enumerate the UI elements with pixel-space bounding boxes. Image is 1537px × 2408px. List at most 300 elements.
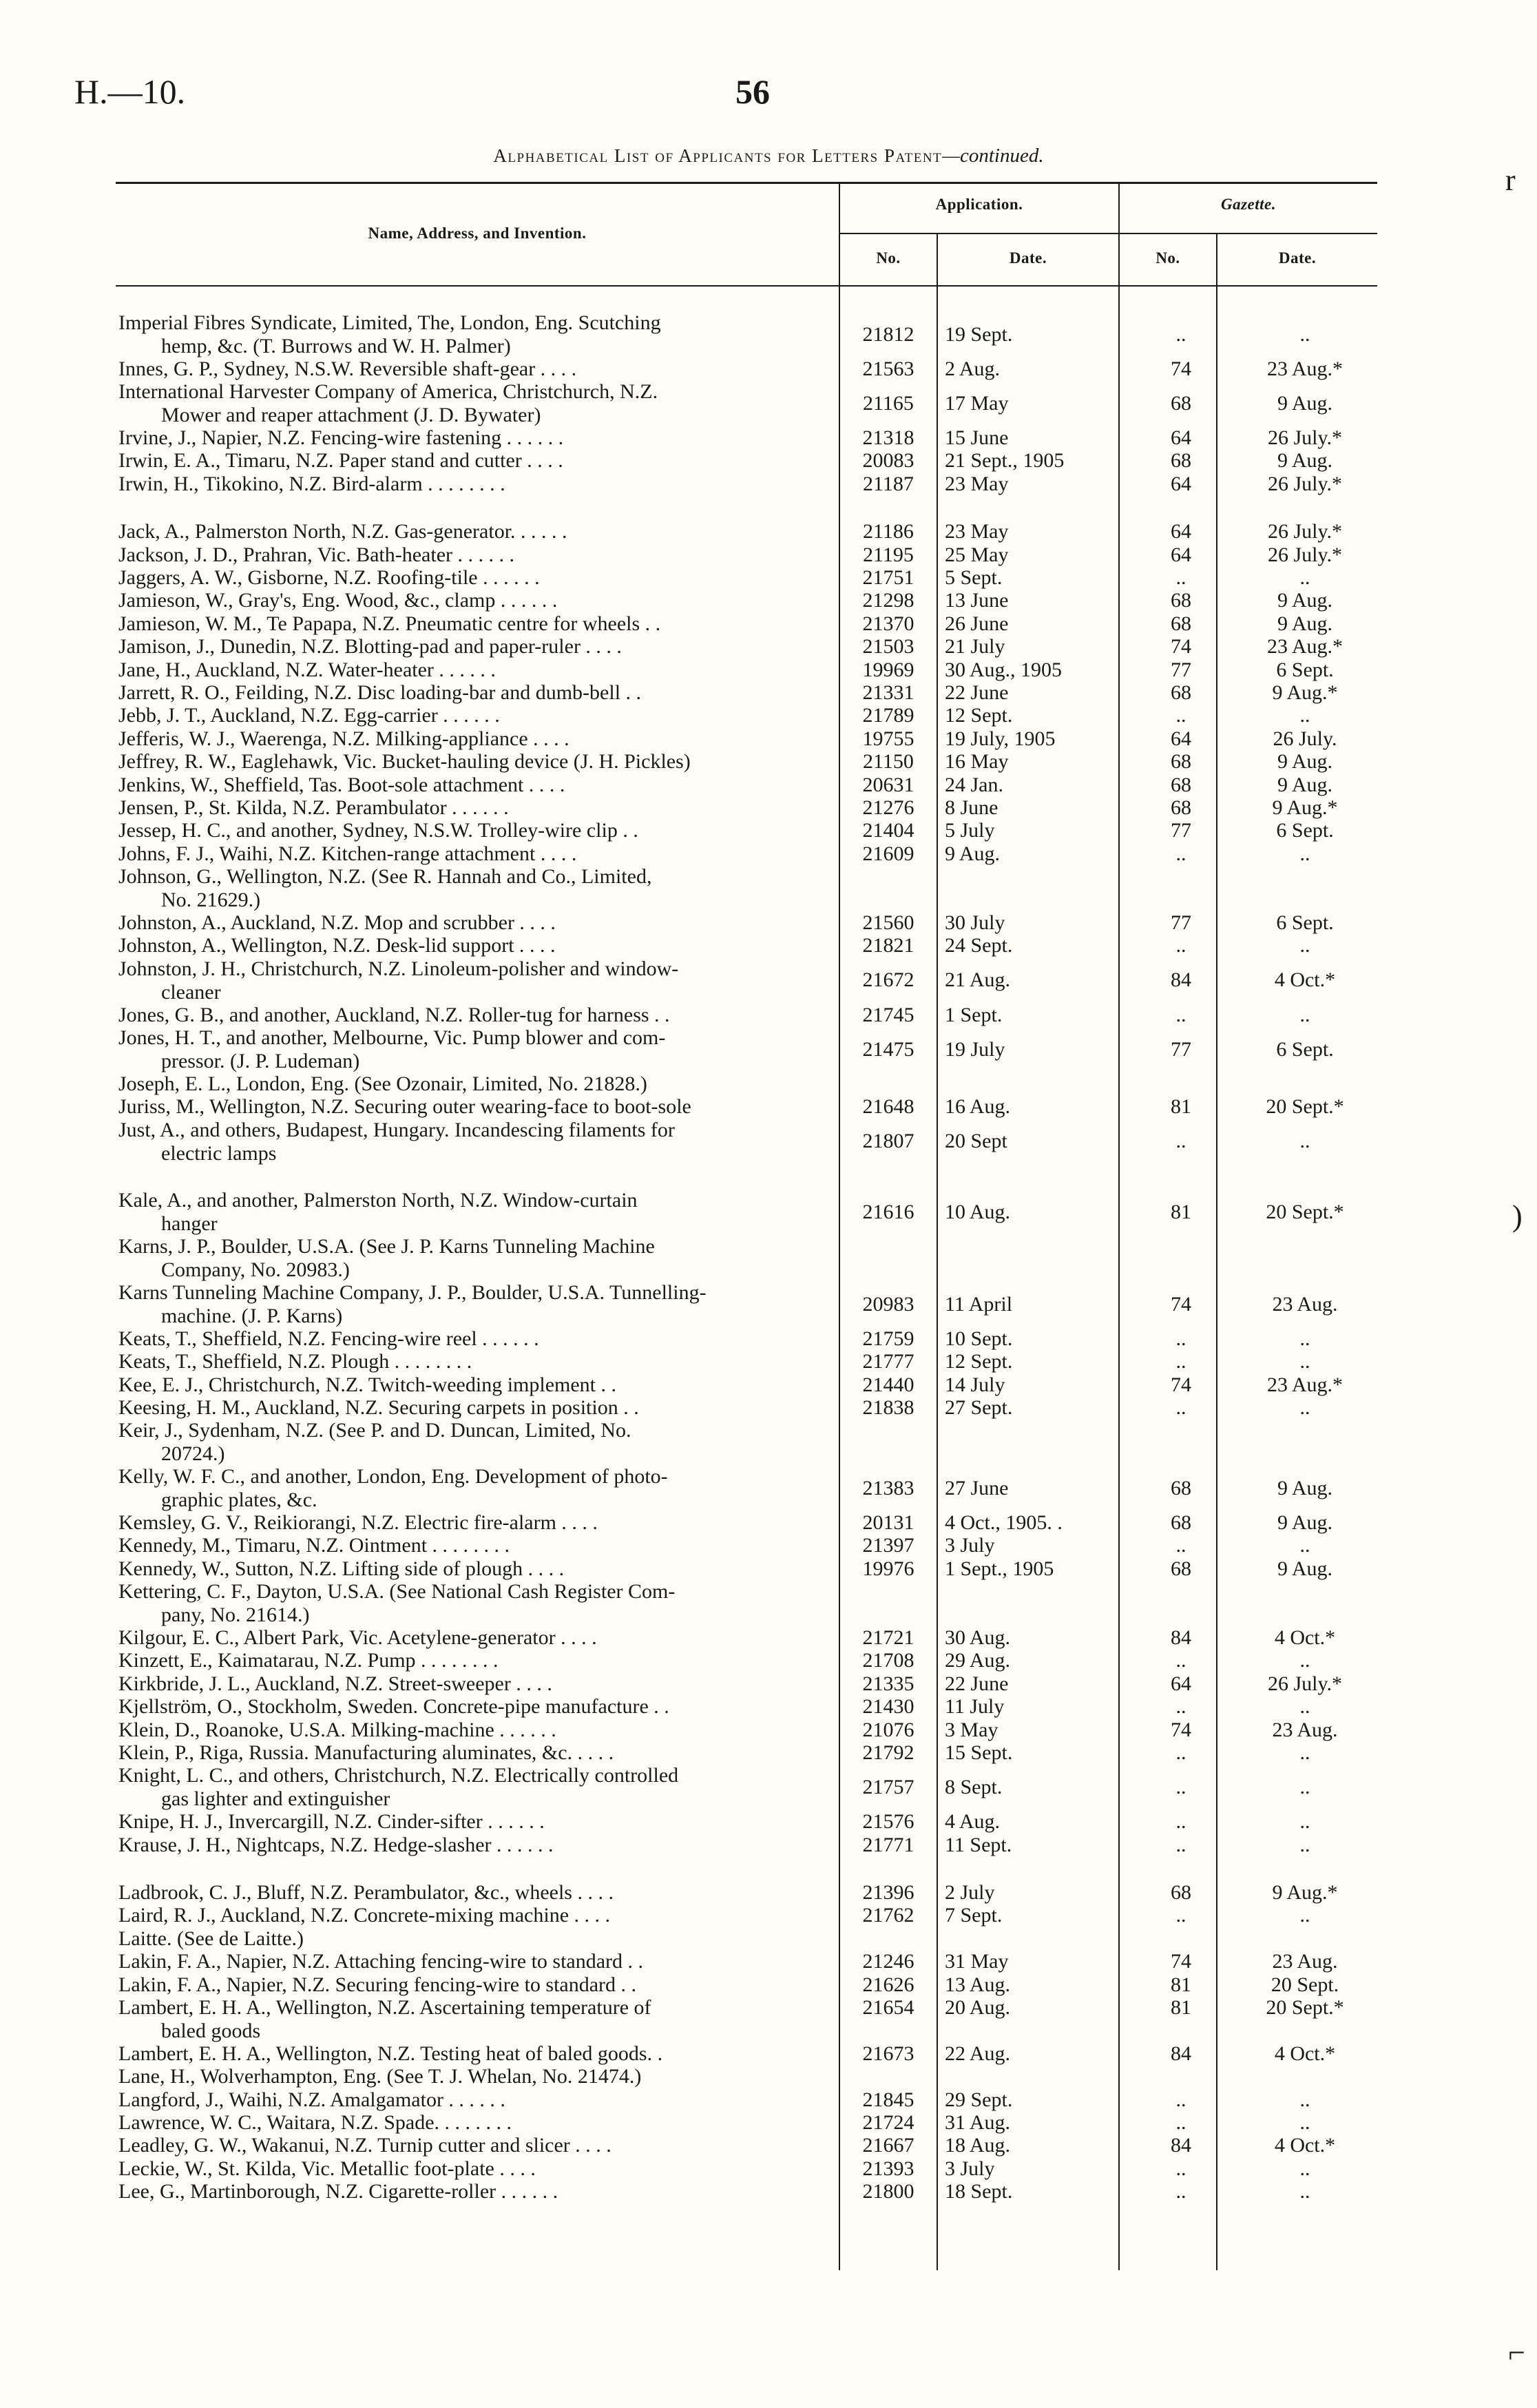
app-number: 21838 bbox=[862, 1396, 914, 1419]
app-number: 21762 bbox=[862, 1904, 914, 1927]
app-date: 16 May bbox=[945, 750, 1009, 774]
applicant-name: Kettering, C. F., Dayton, U.S.A. (See National Cash Register Com- bbox=[118, 1580, 676, 1603]
app-date: 11 April bbox=[945, 1292, 1013, 1316]
applicant-name: Kale, A., and another, Palmerston North, N.Z. Window-curtain bbox=[118, 1189, 638, 1212]
applicant-name: Irwin, E. A., Timaru, N.Z. Paper stand and cutter . . . . bbox=[118, 449, 563, 473]
gazette-number: 68 bbox=[1171, 750, 1191, 774]
applicant-entry bbox=[118, 796, 821, 820]
app-date: 7 Sept. bbox=[945, 1904, 1003, 1927]
app-number: 21430 bbox=[862, 1695, 914, 1719]
gazette-date: 9 Aug. bbox=[1277, 1476, 1332, 1499]
app-date: 29 Aug. bbox=[945, 1649, 1011, 1672]
applicant-name-continued: electric lamps bbox=[161, 1141, 277, 1165]
applicant-entry bbox=[118, 911, 821, 935]
gazette-number: 68 bbox=[1171, 1557, 1191, 1580]
applicant-name: Lakin, F. A., Napier, N.Z. Attaching fencing-wire to standard . . bbox=[118, 1950, 644, 1973]
gazette-number: 68 bbox=[1171, 796, 1191, 819]
margin-mark-top: r bbox=[1505, 163, 1516, 197]
gazette-date: 23 Aug.* bbox=[1266, 635, 1343, 658]
gazette-number: .. bbox=[1175, 704, 1186, 727]
gazette-date: 20 Sept.* bbox=[1266, 1201, 1344, 1224]
gazette-number: 68 bbox=[1171, 589, 1191, 612]
gazette-number: .. bbox=[1175, 1695, 1186, 1719]
applicant-name: Knight, L. C., and others, Christchurch, N.Z. Electrically controlled bbox=[118, 1764, 679, 1787]
applicant-entry bbox=[118, 1881, 821, 1904]
gazette-number: 68 bbox=[1171, 1476, 1191, 1499]
gazette-number: 77 bbox=[1171, 911, 1191, 934]
applicant-name-continued: gas lighter and extinguisher bbox=[161, 1787, 390, 1811]
gazette-date: .. bbox=[1299, 842, 1310, 865]
applicant-name: Keesing, H. M., Auckland, N.Z. Securing carpets in position . . bbox=[118, 1396, 639, 1419]
applicant-entry bbox=[118, 1534, 821, 1557]
gazette-number: 64 bbox=[1171, 472, 1191, 495]
gazette-number: .. bbox=[1175, 2088, 1186, 2111]
app-number: 21383 bbox=[862, 1476, 914, 1499]
gazette-number: 64 bbox=[1171, 426, 1191, 449]
app-number: 21648 bbox=[862, 1095, 914, 1119]
gazette-date: 9 Aug.* bbox=[1272, 1881, 1338, 1904]
applicant-entry bbox=[118, 1904, 821, 1927]
app-number: 21335 bbox=[862, 1672, 914, 1695]
gazette-date: .. bbox=[1299, 566, 1310, 589]
gazette-date: 20 Sept.* bbox=[1266, 1996, 1344, 2019]
applicant-name: Johns, F. J., Waihi, N.Z. Kitchen-range attachment . . . . bbox=[118, 842, 577, 865]
gazette-number: .. bbox=[1175, 1396, 1186, 1419]
app-date: 8 June bbox=[945, 796, 998, 819]
applicant-entry bbox=[118, 1649, 821, 1672]
applicant-entry bbox=[118, 704, 821, 727]
applicant-entry bbox=[118, 1764, 821, 1811]
gazette-number: 74 bbox=[1171, 1718, 1191, 1741]
app-number: 21560 bbox=[862, 911, 914, 934]
app-number: 21276 bbox=[862, 796, 914, 819]
applicant-entry bbox=[118, 750, 821, 774]
applicant-name: Kee, E. J., Christchurch, N.Z. Twitch-weeding implement . . bbox=[118, 1373, 617, 1396]
app-number: 21673 bbox=[862, 2042, 914, 2065]
app-date: 21 Sept., 1905 bbox=[945, 449, 1065, 473]
gazette-date: 9 Aug. bbox=[1277, 589, 1332, 612]
app-number: 21821 bbox=[862, 934, 914, 957]
gazette-date: .. bbox=[1299, 1396, 1310, 1419]
app-date: 26 June bbox=[945, 612, 1009, 635]
applicant-name: Juriss, M., Wellington, N.Z. Securing outer wearing-face to boot-sole bbox=[118, 1095, 691, 1119]
applicant-entry bbox=[118, 1373, 821, 1397]
gazette-number: 64 bbox=[1171, 1672, 1191, 1695]
gazette-date: .. bbox=[1299, 1327, 1310, 1350]
gazette-date: 26 July. bbox=[1273, 727, 1337, 750]
gazette-number: 77 bbox=[1171, 819, 1191, 842]
gazette-number: 68 bbox=[1171, 449, 1191, 473]
applicant-entry bbox=[118, 357, 821, 381]
app-number: 19969 bbox=[862, 658, 914, 681]
gazette-number: .. bbox=[1175, 2111, 1186, 2134]
gazette-number: .. bbox=[1175, 934, 1186, 957]
app-date: 31 May bbox=[945, 1950, 1009, 1973]
gazette-date: .. bbox=[1299, 934, 1310, 957]
applicant-name-continued: cleaner bbox=[161, 980, 221, 1004]
applicant-name: Ladbrook, C. J., Bluff, N.Z. Perambulator, &c., wheels . . . . bbox=[118, 1881, 614, 1904]
applicant-entry bbox=[118, 727, 821, 751]
applicant-name: Johnson, G., Wellington, N.Z. (See R. Hannah and Co., Limited, bbox=[118, 865, 652, 889]
title-main: Alphabetical List of Applicants for Letters Patent bbox=[493, 145, 943, 166]
applicant-entry bbox=[118, 380, 821, 427]
gazette-date: 4 Oct.* bbox=[1274, 2042, 1336, 2065]
gazette-date: 9 Aug. bbox=[1277, 773, 1332, 796]
applicant-name: Leadley, G. W., Wakanui, N.Z. Turnip cutter and slicer . . . . bbox=[118, 2134, 611, 2157]
app-date: 10 Aug. bbox=[945, 1201, 1011, 1224]
gazette-date: 9 Aug. bbox=[1277, 612, 1332, 635]
applicant-name: Jamison, J., Dunedin, N.Z. Blotting-pad and paper-ruler . . . . bbox=[118, 635, 622, 658]
page-series-label: H.—10. bbox=[74, 72, 186, 111]
applicant-name: Just, A., and others, Budapest, Hungary. Incandescing filaments for bbox=[118, 1118, 675, 1141]
app-date: 31 Aug. bbox=[945, 2111, 1011, 2134]
applicant-name: Irvine, J., Napier, N.Z. Fencing-wire fastening . . . . . . bbox=[118, 426, 564, 449]
app-date: 14 July bbox=[945, 1373, 1005, 1396]
app-date: 24 Sept. bbox=[945, 934, 1013, 957]
app-number: 21845 bbox=[862, 2088, 914, 2111]
applicant-name: Langford, J., Waihi, N.Z. Amalgamator . . . . . . bbox=[118, 2088, 505, 2111]
applicant-name: Kemsley, G. V., Reikiorangi, N.Z. Electric fire-alarm . . . . bbox=[118, 1511, 598, 1534]
column-header-gaz-no: No. bbox=[1156, 249, 1180, 267]
app-date: 30 Aug. bbox=[945, 1626, 1011, 1649]
gazette-number: .. bbox=[1175, 1833, 1186, 1856]
applicant-name: Kennedy, W., Sutton, N.Z. Lifting side of plough . . . . bbox=[118, 1557, 565, 1580]
gazette-number: .. bbox=[1175, 1776, 1186, 1799]
gazette-number: 84 bbox=[1171, 2042, 1191, 2065]
applicant-entry bbox=[118, 1927, 821, 1951]
applicant-name-continued: 20724.) bbox=[161, 1442, 225, 1466]
applicant-entry bbox=[118, 2180, 821, 2203]
app-date: 23 May bbox=[945, 520, 1009, 543]
applicant-entry bbox=[118, 1810, 821, 1834]
applicant-name: Kilgour, E. C., Albert Park, Vic. Acetylene-generator . . . . bbox=[118, 1626, 597, 1649]
gazette-number: 68 bbox=[1171, 681, 1191, 704]
app-date: 13 June bbox=[945, 589, 1009, 612]
app-date: 20 Sept bbox=[945, 1130, 1007, 1153]
applicant-entry bbox=[118, 1072, 821, 1096]
app-number: 21404 bbox=[862, 819, 914, 842]
gazette-date: 23 Aug.* bbox=[1266, 1373, 1343, 1396]
app-date: 11 Sept. bbox=[945, 1833, 1012, 1856]
applicant-name: Keats, T., Sheffield, N.Z. Fencing-wire reel . . . . . . bbox=[118, 1327, 539, 1350]
applicant-entry bbox=[118, 566, 821, 590]
app-number: 21246 bbox=[862, 1950, 914, 1973]
applicant-entry bbox=[118, 1996, 821, 2043]
applicant-name: Johnston, A., Auckland, N.Z. Mop and scrubber . . . . bbox=[118, 911, 556, 934]
app-number: 21751 bbox=[862, 566, 914, 589]
gazette-number: .. bbox=[1175, 2157, 1186, 2180]
applicant-name: Lawrence, W. C., Waitara, N.Z. Spade. . . . . . . . bbox=[118, 2111, 512, 2134]
margin-mark-bottom: ⌐ bbox=[1508, 2336, 1525, 2369]
gazette-date: .. bbox=[1299, 2111, 1310, 2134]
app-number: 21076 bbox=[862, 1718, 914, 1741]
applicant-entry bbox=[118, 1327, 821, 1351]
app-date: 27 June bbox=[945, 1476, 1009, 1499]
gazette-number: 68 bbox=[1171, 612, 1191, 635]
applicant-entry bbox=[118, 1834, 821, 1857]
gazette-number: 81 bbox=[1171, 1095, 1191, 1119]
app-date: 29 Sept. bbox=[945, 2088, 1013, 2111]
applicant-name: Jaggers, A. W., Gisborne, N.Z. Roofing-tile . . . . . . bbox=[118, 566, 540, 589]
app-date: 12 Sept. bbox=[945, 1350, 1013, 1373]
app-date: 5 Sept. bbox=[945, 566, 1003, 589]
gazette-date: 26 July.* bbox=[1267, 472, 1343, 495]
applicant-name: Karns, J. P., Boulder, U.S.A. (See J. P. Karns Tunneling Machine bbox=[118, 1235, 655, 1258]
gazette-number: .. bbox=[1175, 2180, 1186, 2203]
applicant-name-continued: Mower and reaper attachment (J. D. Bywater) bbox=[161, 404, 541, 427]
applicant-name-continued: hemp, &c. (T. Burrows and W. H. Palmer) bbox=[161, 335, 511, 357]
applicant-entry bbox=[118, 1719, 821, 1742]
applicant-name: Jane, H., Auckland, N.Z. Water-heater . . . . . . bbox=[118, 658, 496, 681]
app-number: 21757 bbox=[862, 1776, 914, 1799]
app-date: 22 Aug. bbox=[945, 2042, 1011, 2065]
gazette-date: .. bbox=[1299, 1904, 1310, 1927]
applicant-name: Imperial Fibres Syndicate, Limited, The, London, Eng. Scutching bbox=[118, 311, 661, 334]
app-number: 21396 bbox=[862, 1881, 914, 1904]
app-date: 30 July bbox=[945, 911, 1005, 934]
app-date: 15 Sept. bbox=[945, 1741, 1013, 1764]
gazette-date: 9 Aug. bbox=[1277, 1557, 1332, 1580]
applicant-name-continued: Company, No. 20983.) bbox=[161, 1258, 350, 1282]
applicant-name: Johnston, A., Wellington, N.Z. Desk-lid support . . . . bbox=[118, 934, 556, 957]
app-number: 21475 bbox=[862, 1037, 914, 1061]
gazette-date: .. bbox=[1299, 2157, 1310, 2180]
app-date: 3 July bbox=[945, 2157, 995, 2180]
applicant-entry bbox=[118, 2042, 821, 2066]
app-date: 21 Aug. bbox=[945, 968, 1011, 992]
gazette-date: 26 July.* bbox=[1267, 1672, 1343, 1695]
gazette-number: .. bbox=[1175, 322, 1186, 346]
app-number: 20631 bbox=[862, 773, 914, 796]
applicant-name: Laird, R. J., Auckland, N.Z. Concrete-mixing machine . . . . bbox=[118, 1904, 611, 1927]
app-number: 21800 bbox=[862, 2180, 914, 2203]
gazette-date: 4 Oct.* bbox=[1274, 2134, 1336, 2157]
gazette-date: 9 Aug. bbox=[1277, 391, 1332, 415]
applicant-entry bbox=[118, 589, 821, 612]
app-date: 11 July bbox=[945, 1695, 1005, 1719]
app-number: 21397 bbox=[862, 1534, 914, 1557]
applicant-name: Jones, H. T., and another, Melbourne, Vic. Pump blower and com- bbox=[118, 1026, 666, 1049]
gazette-date: .. bbox=[1299, 1776, 1310, 1799]
applicant-entry bbox=[118, 1511, 821, 1535]
applicant-name: Jensen, P., St. Kilda, N.Z. Perambulator . . . . . . bbox=[118, 796, 509, 819]
app-date: 10 Sept. bbox=[945, 1327, 1013, 1350]
applicant-name: Jeffrey, R. W., Eaglehawk, Vic. Bucket-hauling device (J. H. Pickles) bbox=[118, 750, 691, 774]
applicant-entry bbox=[118, 1396, 821, 1420]
applicant-entry bbox=[118, 426, 821, 450]
applicant-entry bbox=[118, 1465, 821, 1512]
gazette-number: 68 bbox=[1171, 1511, 1191, 1534]
column-header-gazette: Gazette. bbox=[1220, 196, 1276, 213]
app-number: 21298 bbox=[862, 589, 914, 612]
applicant-entry bbox=[118, 1419, 821, 1466]
gazette-date: 9 Aug. bbox=[1277, 449, 1332, 473]
app-date: 22 June bbox=[945, 1672, 1009, 1695]
app-date: 18 Sept. bbox=[945, 2180, 1013, 2203]
applicant-name: Kennedy, M., Timaru, N.Z. Ointment . . . . . . . . bbox=[118, 1534, 510, 1557]
gazette-number: 64 bbox=[1171, 727, 1191, 750]
applicant-entry bbox=[118, 865, 821, 912]
gazette-date: 9 Aug. bbox=[1277, 750, 1332, 774]
applicant-entry bbox=[118, 681, 821, 705]
applicant-entry bbox=[118, 1350, 821, 1373]
applicant-name: Laitte. (See de Laitte.) bbox=[118, 1927, 304, 1950]
gazette-date: .. bbox=[1299, 1741, 1310, 1764]
app-date: 19 Sept. bbox=[945, 322, 1013, 346]
app-number: 20983 bbox=[862, 1292, 914, 1316]
gazette-number: .. bbox=[1175, 566, 1186, 589]
gazette-number: 77 bbox=[1171, 658, 1191, 681]
applicant-name: Jessep, H. C., and another, Sydney, N.S.W. Trolley-wire clip . . bbox=[118, 819, 638, 842]
applicant-entry bbox=[118, 819, 821, 842]
app-date: 16 Aug. bbox=[945, 1095, 1011, 1119]
title-suffix: —continued. bbox=[942, 145, 1044, 167]
gazette-number: .. bbox=[1175, 1003, 1186, 1026]
applicant-entry bbox=[118, 520, 821, 543]
app-number: 20083 bbox=[862, 449, 914, 473]
app-number: 21812 bbox=[862, 322, 914, 346]
gazette-number: .. bbox=[1175, 1741, 1186, 1764]
applicant-name: Irwin, H., Tikokino, N.Z. Bird-alarm . . . . . . . . bbox=[118, 472, 505, 495]
app-number: 21626 bbox=[862, 1973, 914, 1996]
applicant-name-continued: machine. (J. P. Karns) bbox=[161, 1305, 343, 1327]
applicant-name: Kelly, W. F. C., and another, London, Eng. Development of photo- bbox=[118, 1465, 668, 1488]
column-header-app-date: Date. bbox=[1009, 249, 1047, 267]
gazette-number: .. bbox=[1175, 1130, 1186, 1153]
applicant-entry bbox=[118, 1580, 821, 1627]
gazette-date: 20 Sept. bbox=[1271, 1973, 1339, 1996]
gazette-date: .. bbox=[1299, 1350, 1310, 1373]
applicant-name: Lee, G., Martinborough, N.Z. Cigarette-roller . . . . . . bbox=[118, 2180, 558, 2203]
app-date: 5 July bbox=[945, 819, 995, 842]
app-number: 21745 bbox=[862, 1003, 914, 1026]
applicant-name: Jenkins, W., Sheffield, Tas. Boot-sole attachment . . . . bbox=[118, 773, 565, 796]
applicant-entry bbox=[118, 311, 821, 358]
applicant-entry bbox=[118, 1281, 821, 1328]
gazette-date: .. bbox=[1299, 1833, 1310, 1856]
app-number: 21150 bbox=[863, 750, 914, 774]
applicant-name: Joseph, E. L., London, Eng. (See Ozonair, Limited, No. 21828.) bbox=[118, 1072, 647, 1095]
gazette-number: .. bbox=[1175, 1810, 1186, 1834]
app-date: 9 Aug. bbox=[945, 842, 1001, 865]
app-date: 3 May bbox=[945, 1718, 998, 1741]
app-number: 21576 bbox=[862, 1810, 914, 1834]
margin-mark-middle: ) bbox=[1512, 1199, 1523, 1233]
column-header-name: Name, Address, and Invention. bbox=[368, 225, 587, 242]
applicant-name: Lane, H., Wolverhampton, Eng. (See T. J. Whelan, No. 21474.) bbox=[118, 2065, 642, 2088]
app-date: 2 Aug. bbox=[945, 357, 1001, 380]
app-number: 21771 bbox=[862, 1833, 914, 1856]
applicant-entry bbox=[118, 1026, 821, 1073]
app-date: 19 July, 1905 bbox=[945, 727, 1056, 750]
applicant-entry bbox=[118, 1189, 821, 1236]
applicant-entry bbox=[118, 1950, 821, 1973]
applicant-name: Jebb, J. T., Auckland, N.Z. Egg-carrier . . . . . . bbox=[118, 704, 500, 727]
applicant-name: International Harvester Company of America, Christchurch, N.Z. bbox=[118, 380, 658, 404]
applicant-entry bbox=[118, 934, 821, 957]
applicant-name-continued: baled goods bbox=[161, 2020, 261, 2042]
app-number: 21708 bbox=[862, 1649, 914, 1672]
applicant-name-continued: hanger bbox=[161, 1212, 218, 1236]
applicant-name: Klein, D., Roanoke, U.S.A. Milking-machine . . . . . . bbox=[118, 1718, 556, 1741]
applicant-entry bbox=[118, 2088, 821, 2112]
gazette-date: 26 July.* bbox=[1267, 426, 1343, 449]
applicant-entry bbox=[118, 957, 821, 1004]
applicant-name: Keats, T., Sheffield, N.Z. Plough . . . . . . . . bbox=[118, 1350, 472, 1373]
app-number: 21667 bbox=[862, 2134, 914, 2157]
applicant-name: Jefferis, W. J., Waerenga, N.Z. Milking-appliance . . . . bbox=[118, 727, 569, 750]
app-date: 18 Aug. bbox=[945, 2134, 1011, 2157]
gazette-number: .. bbox=[1175, 1904, 1186, 1927]
applicant-name: Knipe, H. J., Invercargill, N.Z. Cinder-sifter . . . . . . bbox=[118, 1810, 545, 1834]
applicant-entry bbox=[118, 1557, 821, 1581]
app-number: 21195 bbox=[863, 543, 914, 566]
app-date: 21 July bbox=[945, 635, 1005, 658]
app-number: 19976 bbox=[862, 1557, 914, 1580]
app-number: 21724 bbox=[862, 2111, 914, 2134]
app-number: 21503 bbox=[862, 635, 914, 658]
gazette-number: 68 bbox=[1171, 773, 1191, 796]
app-date: 1 Sept. bbox=[945, 1003, 1003, 1026]
app-number: 21187 bbox=[863, 472, 914, 495]
gazette-date: .. bbox=[1299, 1130, 1310, 1153]
applicant-entry bbox=[118, 612, 821, 636]
applicant-entry bbox=[118, 1626, 821, 1650]
app-date: 30 Aug., 1905 bbox=[945, 658, 1063, 681]
applicant-entry bbox=[118, 842, 821, 866]
applicant-name: Jamieson, W. M., Te Papapa, N.Z. Pneumatic centre for wheels . . bbox=[118, 612, 661, 635]
app-date: 15 June bbox=[945, 426, 1009, 449]
applicant-entry bbox=[118, 1235, 821, 1282]
gazette-number: 68 bbox=[1171, 1881, 1191, 1904]
applicant-name: Keir, J., Sydenham, N.Z. (See P. and D. Duncan, Limited, No. bbox=[118, 1419, 631, 1442]
gazette-date: 23 Aug. bbox=[1272, 1292, 1338, 1316]
gazette-date: 4 Oct.* bbox=[1274, 968, 1336, 992]
app-number: 19755 bbox=[862, 727, 914, 750]
app-number: 21186 bbox=[863, 520, 914, 543]
applicant-name: Karns Tunneling Machine Company, J. P., Boulder, U.S.A. Tunnelling- bbox=[118, 1281, 707, 1304]
applicant-entry bbox=[118, 658, 821, 682]
gazette-number: 74 bbox=[1171, 1950, 1191, 1973]
gazette-date: 4 Oct.* bbox=[1274, 1626, 1336, 1649]
gazette-date: .. bbox=[1299, 1810, 1310, 1834]
gazette-date: 9 Aug. bbox=[1277, 1511, 1332, 1534]
column-header-app-no: No. bbox=[876, 249, 901, 267]
app-number: 21789 bbox=[862, 704, 914, 727]
applicant-name: Lakin, F. A., Napier, N.Z. Securing fencing-wire to standard . . bbox=[118, 1973, 637, 1996]
app-date: 20 Aug. bbox=[945, 1996, 1011, 2019]
applicant-entry bbox=[118, 473, 821, 496]
app-number: 21792 bbox=[862, 1741, 914, 1764]
app-date: 2 July bbox=[945, 1881, 995, 1904]
applicant-entry bbox=[118, 1119, 821, 1165]
applicant-name-continued: graphic plates, &c. bbox=[161, 1488, 317, 1512]
app-date: 1 Sept., 1905 bbox=[945, 1557, 1054, 1580]
gazette-date: 20 Sept.* bbox=[1266, 1095, 1344, 1119]
gazette-date: 23 Aug.* bbox=[1266, 357, 1343, 380]
applicant-name: Johnston, J. H., Christchurch, N.Z. Linoleum-polisher and window- bbox=[118, 957, 679, 980]
gazette-number: 84 bbox=[1171, 2134, 1191, 2157]
applicant-name: Jackson, J. D., Prahran, Vic. Bath-heater . . . . . . bbox=[118, 543, 515, 566]
gazette-date: 6 Sept. bbox=[1276, 819, 1334, 842]
applicant-name: Lambert, E. H. A., Wellington, N.Z. Testing heat of baled goods. . bbox=[118, 2042, 663, 2065]
gazette-number: .. bbox=[1175, 1649, 1186, 1672]
column-header-application: Application. bbox=[935, 196, 1023, 213]
applicant-entry bbox=[118, 1741, 821, 1765]
gazette-number: 74 bbox=[1171, 1292, 1191, 1316]
gazette-number: .. bbox=[1175, 842, 1186, 865]
gazette-date: 23 Aug. bbox=[1272, 1718, 1338, 1741]
